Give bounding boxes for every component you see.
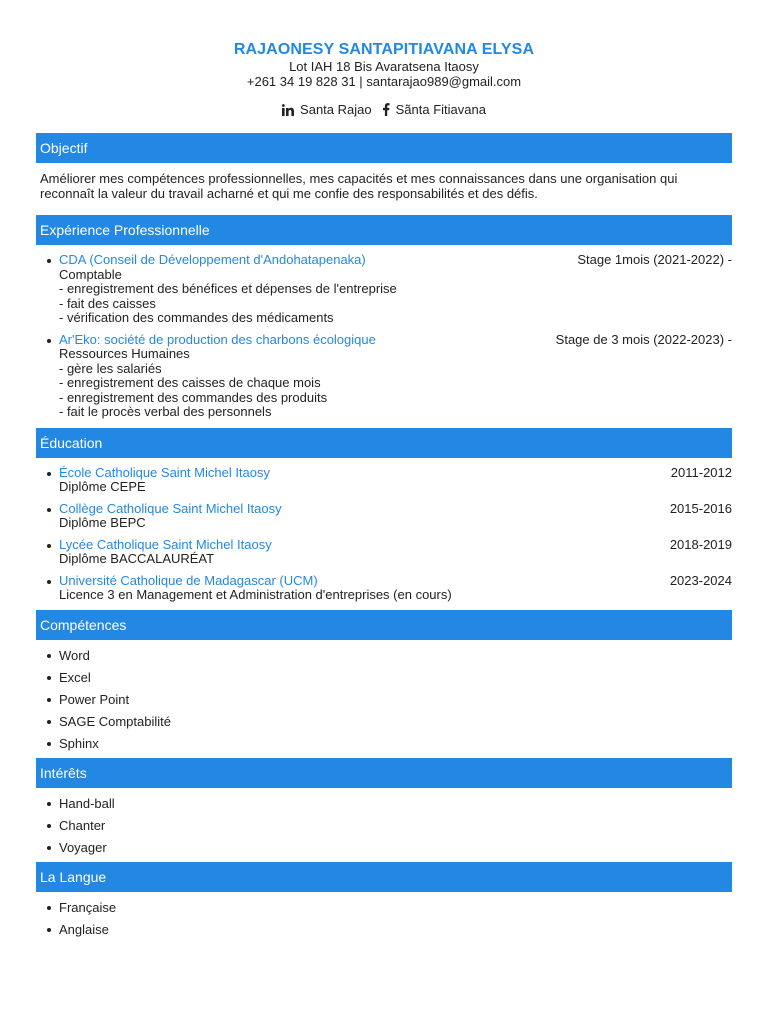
skills-list xyxy=(36,640,732,751)
skill-item: Power Point xyxy=(36,692,732,707)
experience-task: - enregistrement des commandes des produits xyxy=(59,389,328,405)
education-school: École Catholique Saint Michel Itaosy xyxy=(59,464,271,480)
education-list xyxy=(36,458,732,603)
social-links xyxy=(36,102,732,117)
section-title-interets: Intérêts xyxy=(36,758,732,788)
experience-task: - enregistrement des caisses de chaque mois xyxy=(59,375,321,390)
education-item xyxy=(36,502,732,531)
languages-list xyxy=(36,892,732,937)
experience-task: - fait le procès verbal des personnels xyxy=(59,404,272,419)
experience-org: CDA (Conseil de Développement d'Andohatapenaka) xyxy=(59,252,366,267)
section-title-education: Éducation xyxy=(36,428,732,458)
education-item xyxy=(36,466,732,495)
skill-item: SAGE Comptabilité xyxy=(36,714,732,729)
experience-role: Comptable xyxy=(59,266,122,282)
interests-list xyxy=(36,788,732,855)
experience-task: - vérification des commandes des médicaments xyxy=(59,310,334,325)
experience-dates: Stage 1mois (2021-2022) - xyxy=(577,252,732,267)
linkedin-link[interactable] xyxy=(282,102,372,117)
education-diploma: Diplôme BACCALAURÉAT xyxy=(59,551,215,566)
education-dates: 2015-2016 xyxy=(669,500,732,516)
skill-item: Excel xyxy=(36,670,732,685)
section-title-langue: La Langue xyxy=(36,862,732,892)
address: Lot IAH 18 Bis Avaratsena Itaosy xyxy=(289,59,479,74)
education-diploma: Diplôme BEPC xyxy=(59,515,146,530)
facebook-label: Sãnta Fitiavana xyxy=(395,102,486,117)
candidate-name: RAJAONESY SANTAPITIAVANA ELYSA xyxy=(233,41,535,58)
interest-item: Hand-ball xyxy=(36,796,732,811)
experience-item xyxy=(36,253,732,326)
education-school: Collège Catholique Saint Michel Itaosy xyxy=(59,500,282,516)
education-diploma: Licence 3 en Management et Administration d'entreprises (en cours) xyxy=(59,587,452,602)
linkedin-label: Santa Rajao xyxy=(300,102,372,117)
linkedin-icon xyxy=(282,104,294,116)
facebook-link[interactable] xyxy=(382,102,486,117)
language-item: Anglaise xyxy=(36,922,732,937)
education-item xyxy=(36,538,732,567)
education-school: Université Catholique de Madagascar (UCM) xyxy=(59,572,318,588)
section-title-experience: Expérience Professionnelle xyxy=(36,215,732,245)
skill-item: Word xyxy=(36,648,732,663)
section-title-competences: Compétences xyxy=(36,610,732,640)
education-dates: 2018-2019 xyxy=(669,536,732,552)
experience-task: - gère les salariés xyxy=(59,360,162,376)
interest-item: Chanter xyxy=(36,818,732,833)
experience-item xyxy=(36,333,732,420)
experience-role: Ressources Humaines xyxy=(59,346,190,361)
experience-task: - enregistrement des bénéfices et dépenses de l'entreprise xyxy=(59,281,397,296)
experience-task: - fait des caisses xyxy=(59,295,156,311)
education-dates: 2023-2024 xyxy=(669,572,732,588)
objective-text: Améliorer mes compétences professionnelles, mes capacités et mes connaissances dans une organisation qui reconnaît la valeur du travail acharné et qui me confie des responsabilités et des défis. xyxy=(40,171,678,201)
education-dates: 2011-2012 xyxy=(670,464,732,480)
experience-dates: Stage de 3 mois (2022-2023) - xyxy=(555,331,732,347)
facebook-icon xyxy=(382,103,390,116)
education-diploma: Diplôme CEPE xyxy=(59,479,146,494)
experience-list xyxy=(36,245,732,420)
interest-item: Voyager xyxy=(36,840,732,855)
section-title-objectif: Objectif xyxy=(36,133,732,163)
experience-org: Ar'Eko: société de production des charbons écologique xyxy=(59,331,376,347)
skill-item: Sphinx xyxy=(36,736,732,751)
phone-email: +261 34 19 828 31 | santarajao989@gmail.com xyxy=(246,74,522,89)
education-item xyxy=(36,574,732,603)
education-school: Lycée Catholique Saint Michel Itaosy xyxy=(59,536,272,552)
resume-header xyxy=(36,0,732,117)
language-item: Française xyxy=(36,900,732,915)
